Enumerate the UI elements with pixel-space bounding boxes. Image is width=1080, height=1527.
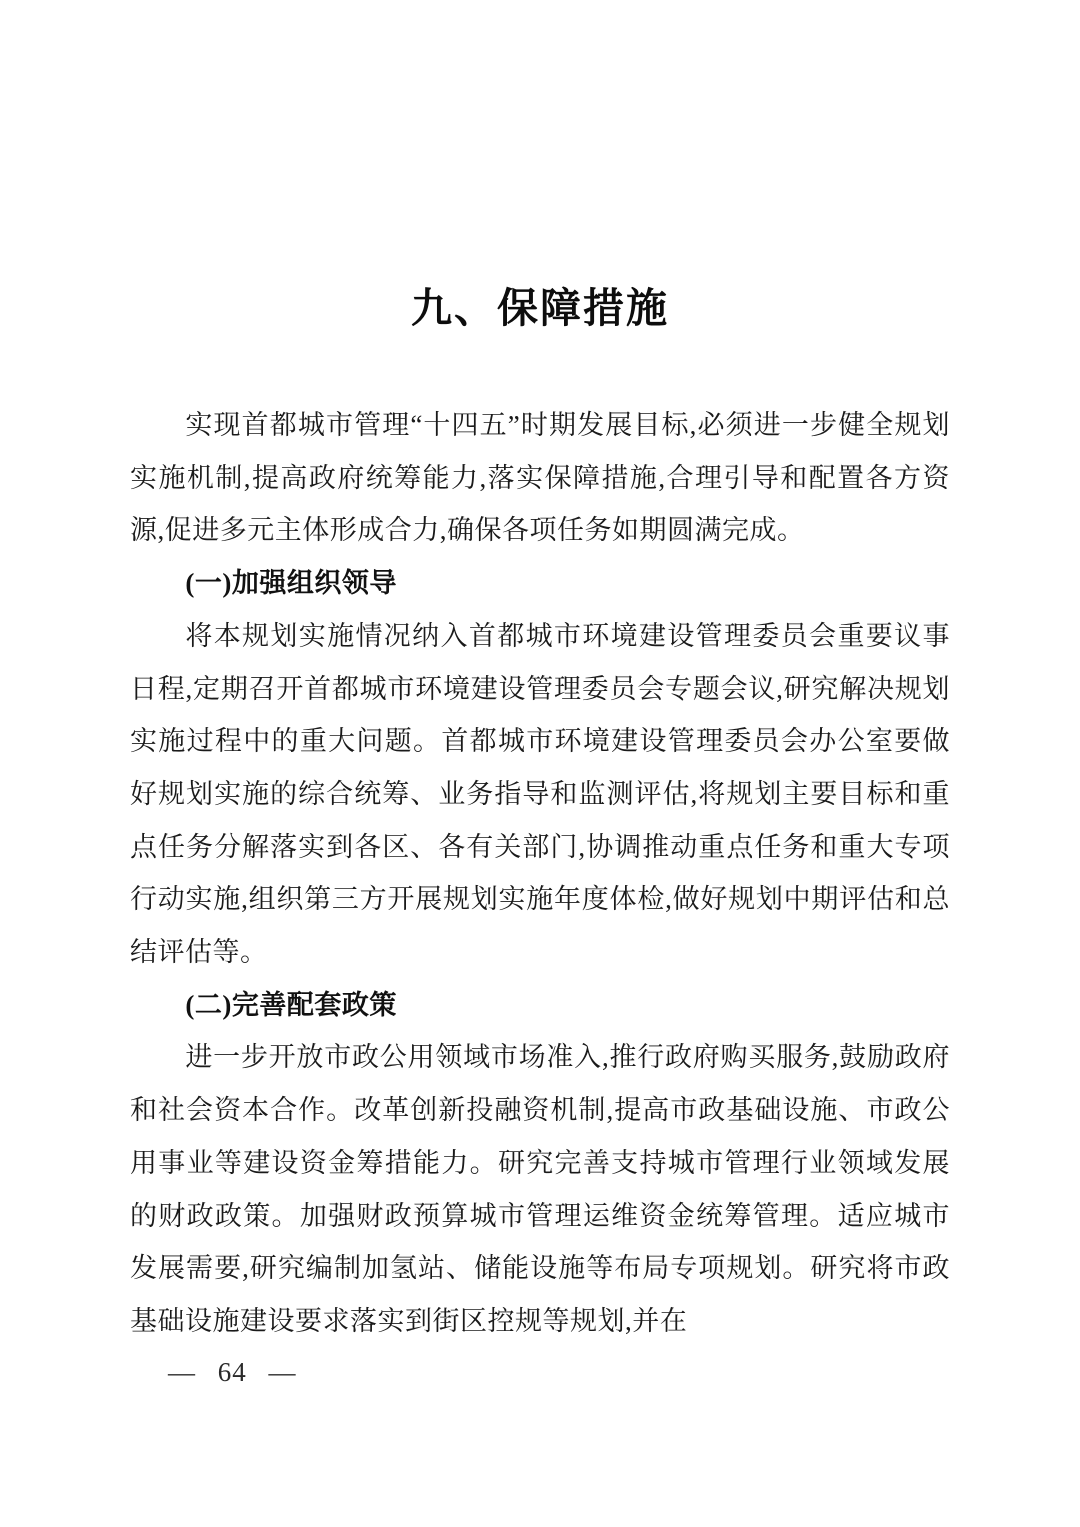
- intro-paragraph: 实现首都城市管理“十四五”时期发展目标,必须进一步健全规划实施机制,提高政府统筹能力,落实保障措施,合理引导和配置各方资源,促进多元主体形成合力,确保各项任务如期圆满完成。: [130, 410, 950, 546]
- chapter-title: 九、保障措施: [411, 285, 669, 331]
- page-number-footer: — 64 —: [168, 1357, 297, 1387]
- document-body: [130, 399, 950, 1348]
- section-heading-1: (一)加强组织领导: [185, 568, 397, 599]
- section-heading-2: (二)完善配套政策: [185, 989, 397, 1020]
- section-1-paragraph: 将本规划实施情况纳入首都城市环境建设管理委员会重要议事日程,定期召开首都城市环境建设管理委员会专题会议,研究解决规划实施过程中的重大问题。首都城市环境建设管理委员会办公室要做好规划实施的综合统筹、业务指导和监测评估,将规划主要目标和重点任务分解落实到各区、各有关部门,协调推动重点任务和重大专项行动实施,组织第三方开展规划实施年度体检,做好规划中期评估和总结评估等。: [130, 620, 950, 968]
- section-2-paragraph: 进一步开放市政公用领域市场准入,推行政府购买服务,鼓励政府和社会资本合作。改革创新投融资机制,提高市政基础设施、市政公用事业等建设资金筹措能力。研究完善支持城市管理行业领域发展的财政政策。加强财政预算城市管理运维资金统筹管理。适应城市发展需要,研究编制加氢站、储能设施等布局专项规划。研究将市政基础设施建设要求落实到街区控规等规划,并在: [130, 1042, 950, 1336]
